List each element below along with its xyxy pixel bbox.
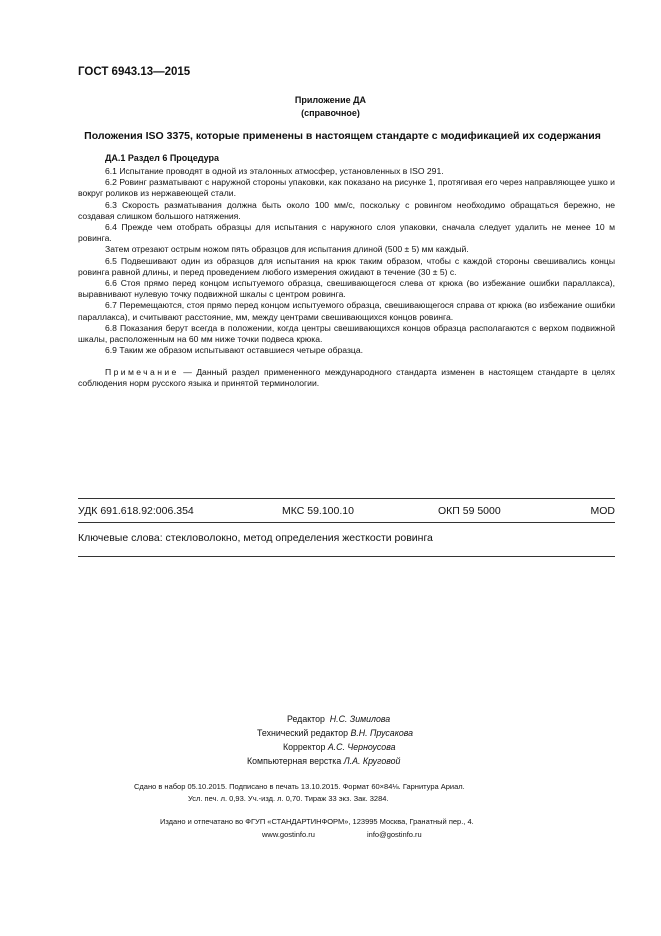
paragraph-6-6: 6.6 Стоя прямо перед концом испытуемого образца, свешивающегося слева от крюка (во избежание ошибки параллакса), выравнивают нулевую точку подвижной шкалы с центром ровинга. [78,278,615,300]
paragraph-6-4-cont: Затем отрезают острым ножом пять образцов для испытания длиной (500 ± 5) мм каждый. [105,244,469,255]
middle-rule [78,522,615,523]
paragraph-6-7: 6.7 Перемещаются, стоя прямо перед концом испытуемого образца, свешивающегося справа от крюка (во избежание ошибки параллакса), и считывают расстояние, мм, между центрами свешивающихся концов ровинга. [78,300,615,322]
paragraph-6-5: 6.5 Подвешивают один из образцов для испытания на крюк таким образом, чтобы с каждой стороны свешивались концы ровинга равной длины, и перед проведением любого измерения ожидают в течение (30 ± 5) с. [78,255,615,277]
bottom-rule [78,556,615,557]
corrector-row: Корректор А.С. Черноусова [283,742,396,752]
paragraph-6-4: 6.4 Прежде чем отобрать образцы для испытания с наружного слоя упаковки, сначала следует удалить не менее 10 м ровинга. [78,222,615,244]
paragraph-6-8: 6.8 Показания берут всегда в положении, когда центры свешивающихся концов образца располагаются с верхом подвижной шкалы, расположенным на 60 мм ниже точки подвеса крюка. [78,322,615,345]
paragraph-6-9: 6.9 Таким же образом испытывают оставшиеся четыре образца. [105,345,363,356]
note-block [78,367,615,389]
appendix-subtitle: (справочное) [301,108,360,118]
note-text: — Данный раздел примененного международного стандарта изменен в настоящем стандарте в целях соблюдения норм русского языка и принятой терминологии. [78,367,615,389]
corrector-name: А.С. Черноусова [327,742,396,752]
procedure-text [78,166,615,356]
imprint-line-2: Усл. печ. л. 0,93. Уч.-изд. л. 0,70. Тираж 33 экз. Зак. 3284. [188,794,389,803]
top-rule [78,498,615,499]
layout-name: Л.А. Круговой [343,756,401,766]
layout-row: Компьютерная верстка Л.А. Круговой [247,756,401,766]
website-link[interactable]: www.gostinfo.ru [262,830,315,839]
credits-block [0,714,661,774]
document-header: ГОСТ 6943.13—2015 [78,66,191,78]
udk-code: УДК 691.618.92:006.354 [78,505,194,517]
editor-name: Н.С. Зимилова [329,714,391,724]
appendix-main-title: Положения ISO 3375, которые применены в настоящем стандарте с модификацией их содержания [84,130,601,142]
okp-code: ОКП 59 5000 [438,505,501,517]
mod-code: MOD [590,505,615,517]
publisher-line: Издано и отпечатано во ФГУП «СТАНДАРТИНФОРМ», 123995 Москва, Гранатный пер., 4. [160,817,474,826]
mks-code: МКС 59.100.10 [282,505,354,517]
paragraph-6-1: 6.1 Испытание проводят в одной из эталонных атмосфер, установленных в ISO 291. [105,166,444,176]
note-label: Примечание [105,367,179,377]
section-heading: ДА.1 Раздел 6 Процедура [105,153,220,163]
paragraph-6-2: 6.2 Ровинг разматывают с наружной стороны упаковки, как показано на рисунке 1, протягивая его через направляющее ушко и вокруг роликов из нержавеющей стали. [78,177,615,199]
keywords: Ключевые слова: стекловолокно, метод определения жесткости ровинга [78,532,433,544]
paragraph-6-3: 6.3 Скорость разматывания должна быть около 100 мм/с, поскольку с ровингом необходимо обращаться бережно, не создавая слишком большого натяжения. [78,199,615,221]
email-link[interactable]: info@gostinfo.ru [367,830,422,839]
tech-editor-row: Технический редактор В.Н. Прусакова [257,728,414,738]
imprint-line-1: Сдано в набор 05.10.2015. Подписано в печать 13.10.2015. Формат 60×84⅛. Гарнитура Ариал. [134,782,465,791]
editor-row: Редактор Н.С. Зимилова [287,714,391,724]
tech-editor-name: В.Н. Прусакова [350,728,414,738]
appendix-title: Приложение ДА [294,95,367,105]
